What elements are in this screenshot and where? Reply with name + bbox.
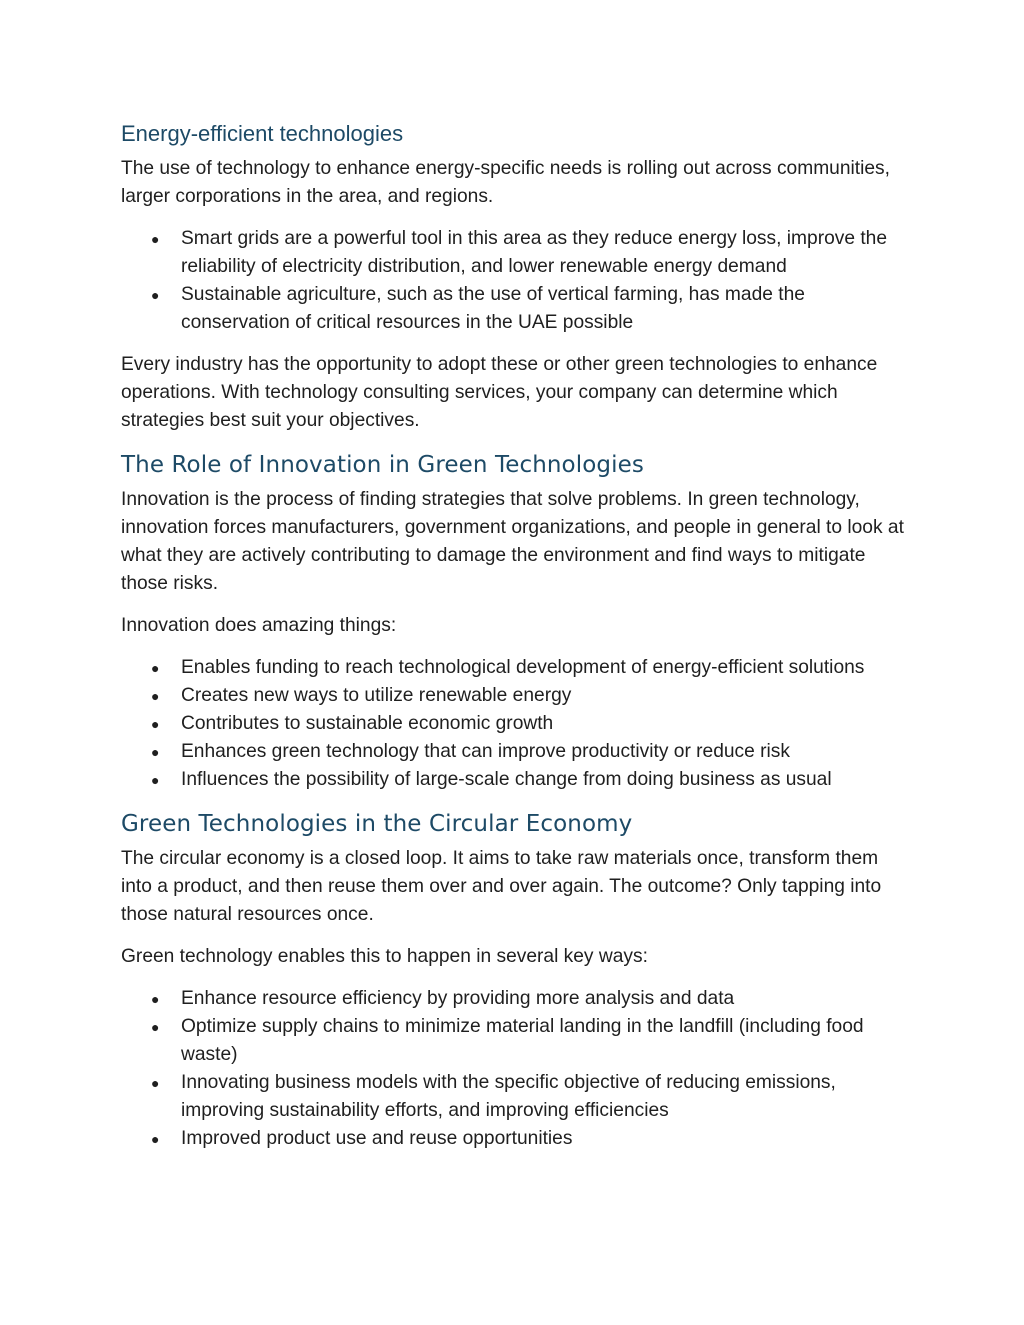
- paragraph: The circular economy is a closed loop. It aims to take raw materials once, transform them into a product, and then reuse them over and over again. The outcome? Only tapping into those natural resources once.: [121, 848, 882, 925]
- list-item: ● Influences the possibility of large-scale change from doing business as usual: [121, 766, 911, 794]
- bullet-icon: ●: [151, 1131, 160, 1147]
- bullet-list: [121, 985, 911, 1153]
- section-heading-role-of-innovation: The Role of Innovation in Green Technologies: [121, 452, 644, 478]
- list-item: ● Enhances green technology that can improve productivity or reduce risk: [121, 738, 911, 766]
- bullet-icon: ●: [151, 688, 160, 704]
- bullet-icon: ●: [151, 716, 160, 732]
- bullet-icon: ●: [151, 287, 160, 303]
- bullet-list: [121, 225, 911, 337]
- list-item: ● Smart grids are a powerful tool in this area as they reduce energy loss, improve the reliability of electricity distribution, and lower renewable energy demand: [121, 225, 911, 281]
- bullet-icon: ●: [151, 1075, 160, 1091]
- bullet-icon: ●: [151, 991, 160, 1007]
- bullet-icon: ●: [151, 772, 160, 788]
- paragraph: The use of technology to enhance energy-specific needs is rolling out across communities, larger corporations in the area, and regions.: [121, 158, 890, 207]
- list-item: ● Sustainable agriculture, such as the use of vertical farming, has made the conservation of critical resources in the UAE possible: [121, 281, 911, 337]
- list-item: ● Improved product use and reuse opportunities: [121, 1125, 911, 1153]
- bullet-list: [121, 654, 911, 794]
- paragraph: Innovation does amazing things:: [121, 615, 397, 636]
- list-item: ● Creates new ways to utilize renewable energy: [121, 682, 911, 710]
- paragraph: Every industry has the opportunity to adopt these or other green technologies to enhance operations. With technology consulting services, your company can determine which strategies best suit your objectives.: [121, 354, 878, 431]
- list-item: ● Contributes to sustainable economic growth: [121, 710, 911, 738]
- bullet-icon: ●: [151, 231, 160, 247]
- list-item: ● Enables funding to reach technological development of energy-efficient solutions: [121, 654, 911, 682]
- section-heading-circular-economy: Green Technologies in the Circular Economy: [121, 811, 633, 837]
- bullet-icon: ●: [151, 660, 160, 676]
- document-page: [121, 118, 911, 1153]
- paragraph: Green technology enables this to happen in several key ways:: [121, 946, 648, 967]
- bullet-icon: ●: [151, 744, 160, 760]
- bullet-icon: ●: [151, 1019, 160, 1035]
- list-item: ● Optimize supply chains to minimize material landing in the landfill (including food waste): [121, 1013, 911, 1069]
- section-heading-energy-efficient: Energy-efficient technologies: [121, 121, 404, 146]
- list-item: ● Enhance resource efficiency by providing more analysis and data: [121, 985, 911, 1013]
- list-item: ● Innovating business models with the specific objective of reducing emissions, improving sustainability efforts, and improving efficiencies: [121, 1069, 911, 1125]
- paragraph: Innovation is the process of finding strategies that solve problems. In green technology, innovation forces manufacturers, government organizations, and people in general to look at what they are actively contributing to damage the environment and find ways to mitigate those risks.: [121, 489, 904, 594]
